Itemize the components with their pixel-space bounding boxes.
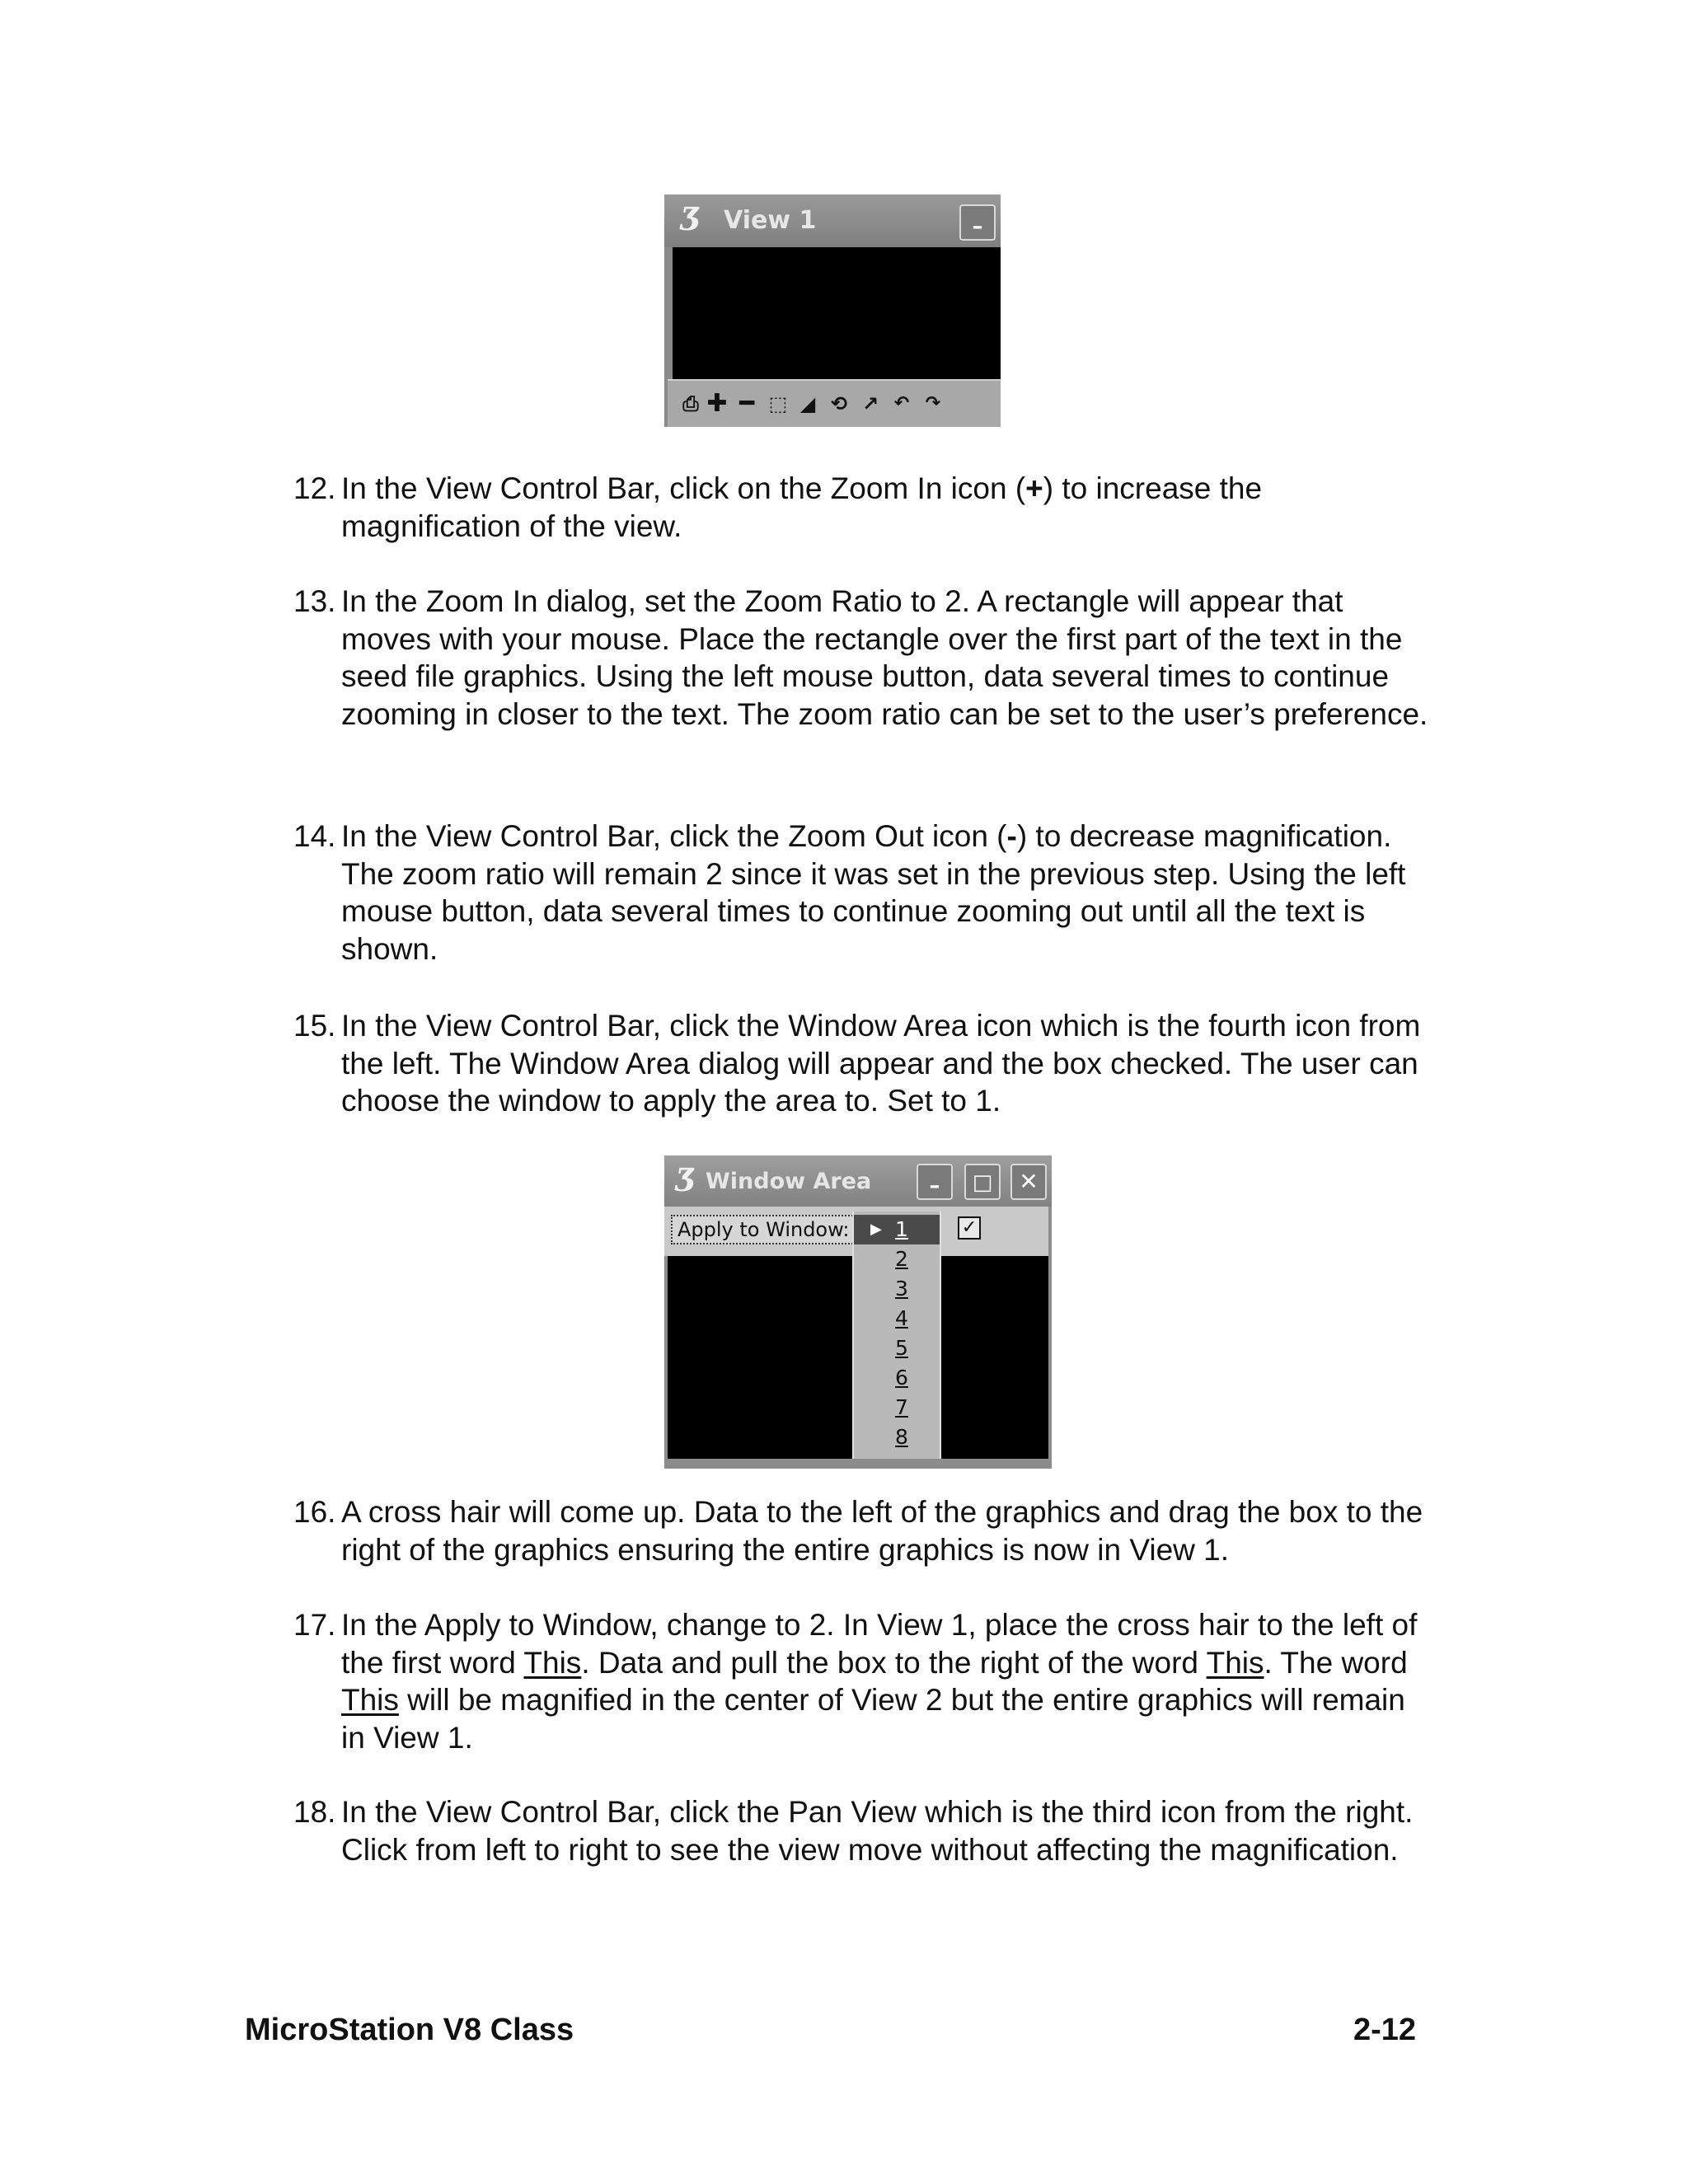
maximize-button[interactable] — [964, 1164, 1001, 1200]
step-text: A cross hair will come up. Data to the left of the graphics and drag the box to the right of the graphics ensuring the entire graphics is now in View 1. — [341, 1495, 1423, 1567]
selected-arrow-icon: ▶ — [870, 1221, 882, 1238]
view1-window-screenshot — [664, 194, 1001, 427]
pan-view-icon[interactable]: ↗ — [861, 392, 879, 415]
window-option-6[interactable]: 6 — [895, 1366, 908, 1390]
window-area-title: Window Area — [706, 1169, 872, 1194]
window-option-3[interactable]: 3 — [895, 1277, 908, 1301]
window-area-dialog-screenshot — [664, 1155, 1052, 1469]
zoom-in-icon[interactable]: ✚ — [706, 389, 728, 418]
step-number: 12. — [293, 471, 336, 505]
maximize-icon: □ — [972, 1170, 993, 1195]
step-text: In the View Control Bar, click the Pan View which is the third icon from the right. Click from left to right to see the view move without affecting the magnification. — [341, 1795, 1414, 1867]
close-icon: ✕ — [1019, 1168, 1039, 1195]
window-option-2[interactable]: 2 — [895, 1247, 908, 1271]
rotate-view-icon[interactable]: ⟲ — [830, 392, 848, 415]
apply-to-window-label: Apply to Window: — [671, 1215, 856, 1244]
window-area-checkbox[interactable]: ✓ — [958, 1216, 981, 1240]
close-button[interactable] — [1010, 1164, 1047, 1200]
minimize-icon: – — [929, 1174, 940, 1198]
zoom-in-symbol: + — [1025, 471, 1043, 505]
step-text: In the Zoom In dialog, set the Zoom Ratio to 2. A rectangle will appear that moves with your mouse. Place the rectangle over the first part of the text in the seed file graphics. Using the left mouse button, data several times to continue zooming in closer to the text. The zoom ratio can be set to the user’s preference. — [341, 584, 1428, 731]
view1-title: View 1 — [724, 206, 817, 235]
window-option-4[interactable]: 4 — [895, 1306, 908, 1330]
window-option-7[interactable]: 7 — [895, 1395, 908, 1419]
window-area-icon[interactable]: ⬚ — [768, 392, 788, 415]
step-number: 16. — [293, 1495, 336, 1529]
step-text: In the View Control Bar, click on the Zoom In icon (+) to increase the magnification of the view. — [341, 471, 1263, 543]
window-option-5[interactable]: 5 — [895, 1336, 908, 1360]
window-option-1[interactable]: ▶ 1 — [854, 1215, 940, 1244]
zoom-out-symbol: - — [1006, 819, 1017, 853]
step-text: In the Apply to Window, change to 2. In View 1, place the cross hair to the left of the first word This. Data and pull the box to the right of the word This. The word This will be magnified in the center of View 2 but the entire graphics will remain in View 1. — [341, 1608, 1418, 1755]
fit-view-icon[interactable]: ◢ — [799, 392, 816, 415]
print-icon[interactable]: ⎙ — [682, 392, 699, 415]
microstation-logo-icon: Ʒ — [680, 200, 701, 237]
zoom-out-icon[interactable]: ━ — [738, 389, 755, 418]
view1-titlebar — [664, 194, 1001, 247]
page-number: 2-12 — [1353, 2013, 1416, 2047]
step-number: 17. — [293, 1608, 336, 1642]
step-number: 14. — [293, 819, 336, 853]
footer-title: MicroStation V8 Class — [245, 2013, 574, 2047]
view-control-bar — [668, 379, 1001, 427]
step-text: In the View Control Bar, click the Zoom Out icon (-) to decrease magnification. The zoom ratio will remain 2 since it was set in the previous step. Using the left mouse button, data several times to continue zooming out until all the text is shown. — [341, 819, 1406, 966]
microstation-logo-icon: Ʒ — [675, 1161, 696, 1198]
word-this: This — [523, 1645, 582, 1680]
view1-canvas[interactable] — [673, 247, 1001, 379]
minimize-icon: – — [972, 214, 983, 239]
step-number: 15. — [293, 1009, 336, 1043]
minimize-button[interactable] — [959, 204, 996, 241]
word-this: This — [1206, 1645, 1264, 1680]
window-option-8[interactable]: 8 — [895, 1425, 908, 1449]
undo-view-icon[interactable]: ↶ — [893, 393, 910, 414]
redo-view-icon[interactable]: ↷ — [925, 393, 941, 414]
apply-to-window-dropdown[interactable] — [852, 1212, 941, 1459]
step-number: 13. — [293, 584, 336, 618]
window-area-titlebar — [664, 1155, 1052, 1207]
word-this: This — [341, 1683, 399, 1717]
step-text: In the View Control Bar, click the Window Area icon which is the fourth icon from the left. The Window Area dialog will appear and the box checked. The user can choose the window to apply the area to. Set to 1. — [341, 1009, 1421, 1118]
step-number: 18. — [293, 1795, 336, 1829]
minimize-button[interactable] — [917, 1164, 953, 1200]
